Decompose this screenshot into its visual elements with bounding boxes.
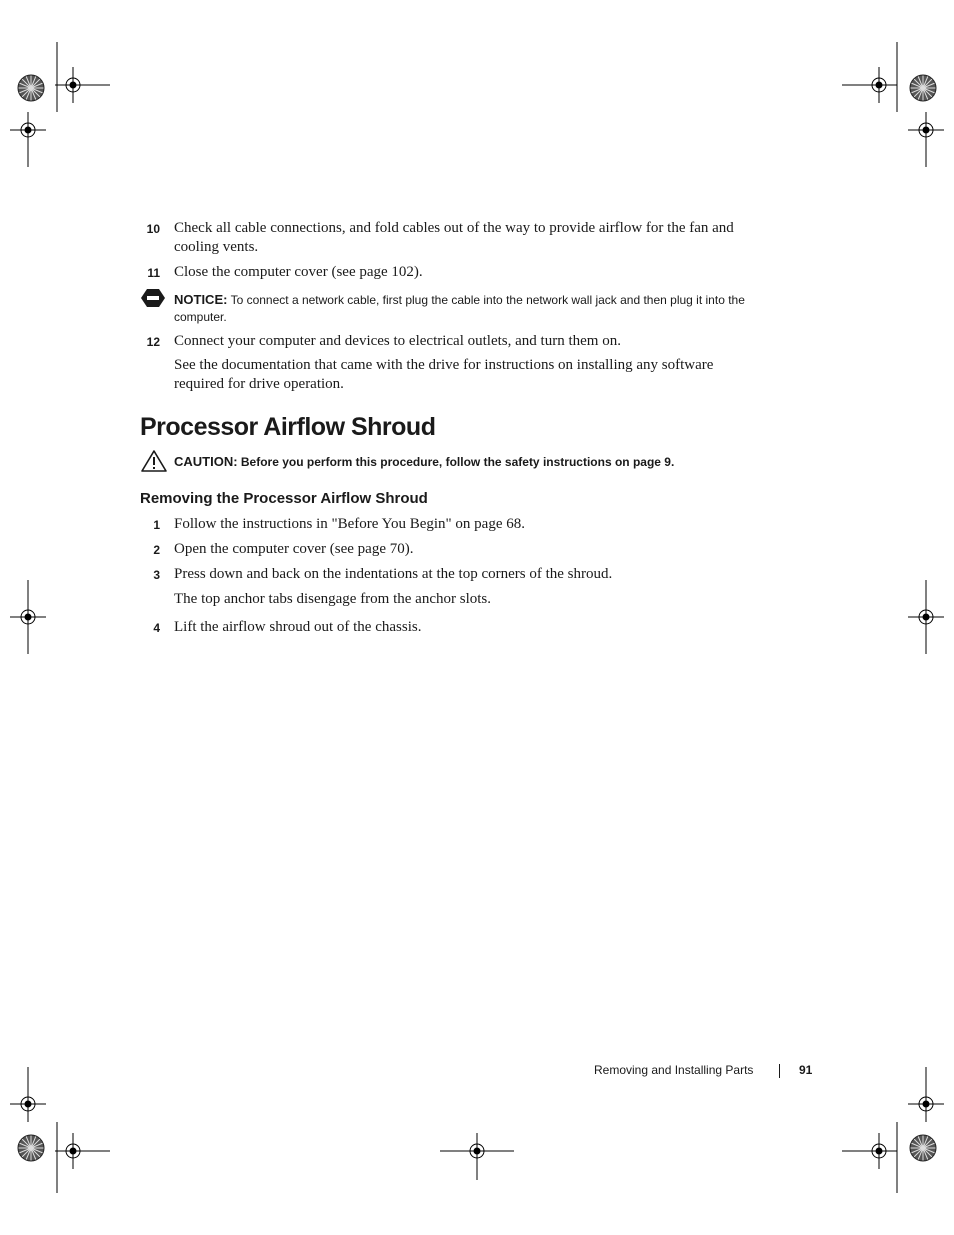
- section-title: Processor Airflow Shroud: [140, 413, 436, 441]
- step-2: [140, 540, 760, 560]
- step-number: 1: [153, 518, 160, 532]
- step-1: [140, 515, 760, 535]
- caution-label: CAUTION:: [174, 454, 238, 469]
- subsection-title: Removing the Processor Airflow Shroud: [140, 490, 428, 507]
- step-12-note: See the documentation that came with the drive for instructions on installing any software required for drive operation.: [174, 357, 714, 392]
- page-number: 91: [799, 1063, 813, 1077]
- step-number: 11: [147, 266, 160, 280]
- notice-text: To connect a network cable, first plug the cable into the network wall jack and then plug it into the computer.: [174, 293, 745, 324]
- step-text: Check all cable connections, and fold cables out of the way to provide airflow for the fan and cooling vents.: [174, 220, 734, 255]
- step-text: Follow the instructions in "Before You Begin" on page 68.: [174, 516, 525, 532]
- step-text: Connect your computer and devices to electrical outlets, and turn them on.: [174, 333, 621, 349]
- step-text: Press down and back on the indentations at the top corners of the shroud.: [174, 566, 613, 582]
- footer-divider: [779, 1064, 780, 1078]
- step-text: Lift the airflow shroud out of the chassis.: [174, 619, 422, 635]
- caution-icon: [140, 449, 168, 473]
- step-number: 12: [146, 335, 160, 349]
- step-4: [140, 618, 760, 638]
- step-text: Close the computer cover (see page 102).: [174, 264, 423, 280]
- step-3-note: The top anchor tabs disengage from the anchor slots.: [174, 591, 491, 607]
- notice-label: NOTICE:: [174, 292, 228, 307]
- step-number: 10: [146, 222, 160, 236]
- step-12: [140, 332, 760, 352]
- step-11: [140, 263, 760, 283]
- footer-section: Removing and Installing Parts: [594, 1063, 754, 1077]
- caution-callout: [174, 453, 764, 471]
- notice-callout: [174, 291, 764, 326]
- step-3: [140, 565, 760, 585]
- caution-text: Before you perform this procedure, follow the safety instructions on page 9.: [240, 455, 675, 469]
- step-number: 4: [153, 621, 160, 635]
- step-number: 2: [153, 543, 160, 557]
- step-10: [140, 219, 760, 259]
- step-number: 3: [153, 568, 160, 582]
- step-text: Open the computer cover (see page 70).: [174, 541, 414, 557]
- notice-icon: [140, 288, 166, 308]
